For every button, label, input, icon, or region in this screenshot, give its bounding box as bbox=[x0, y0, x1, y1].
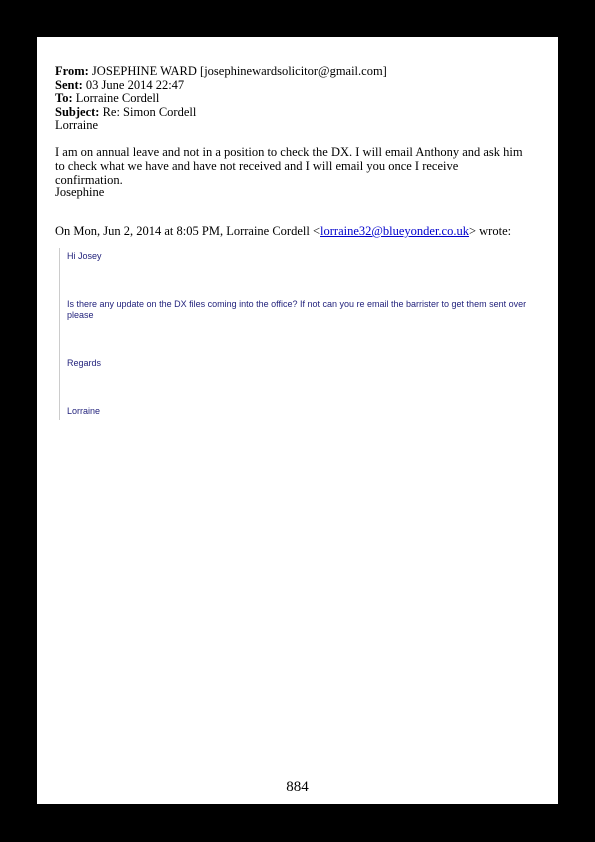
from-row bbox=[55, 65, 387, 79]
quoted-regards: Regards bbox=[67, 358, 102, 368]
subject-row bbox=[55, 106, 387, 120]
page-number: 884 bbox=[286, 779, 309, 795]
email-signature: Josephine bbox=[55, 185, 105, 199]
sent-label: Sent: bbox=[55, 77, 83, 92]
email-header bbox=[55, 65, 387, 133]
quote-suffix: > wrote: bbox=[468, 224, 512, 238]
quoted-message bbox=[59, 248, 530, 420]
document-page bbox=[37, 37, 558, 804]
to-label: To: bbox=[55, 91, 73, 105]
from-value: JOSEPHINE WARD [josephinewardsolicitor@gmail.com] bbox=[91, 64, 387, 78]
greeting: Lorraine bbox=[55, 118, 99, 132]
subject-label: Subject: bbox=[55, 104, 100, 119]
quoted-name: Lorraine bbox=[67, 406, 101, 416]
sender-email-link[interactable]: lorraine32@blueyonder.co.uk bbox=[320, 224, 469, 238]
quote-attribution bbox=[55, 224, 511, 239]
sent-value: 03 June 2014 22:47 bbox=[85, 77, 185, 92]
email-body-paragraph: I am on annual leave and not in a position to check the DX. I will email Anthony and ask him to check what we have and have not received and I will email you once I receive confirmation. bbox=[55, 145, 523, 187]
to-value: Lorraine Cordell bbox=[75, 91, 160, 105]
quoted-body: Is there any update on the DX files coming into the office? If not can you re email the barrister to get them sent over please bbox=[67, 299, 527, 320]
from-label: From: bbox=[55, 64, 89, 78]
quoted-greeting: Hi Josey bbox=[67, 251, 102, 261]
to-row bbox=[55, 92, 387, 106]
sent-row bbox=[55, 79, 387, 93]
subject-value: Re: Simon Cordell bbox=[102, 104, 197, 119]
quote-prefix: On Mon, Jun 2, 2014 at 8:05 PM, Lorraine Cordell < bbox=[55, 224, 321, 238]
